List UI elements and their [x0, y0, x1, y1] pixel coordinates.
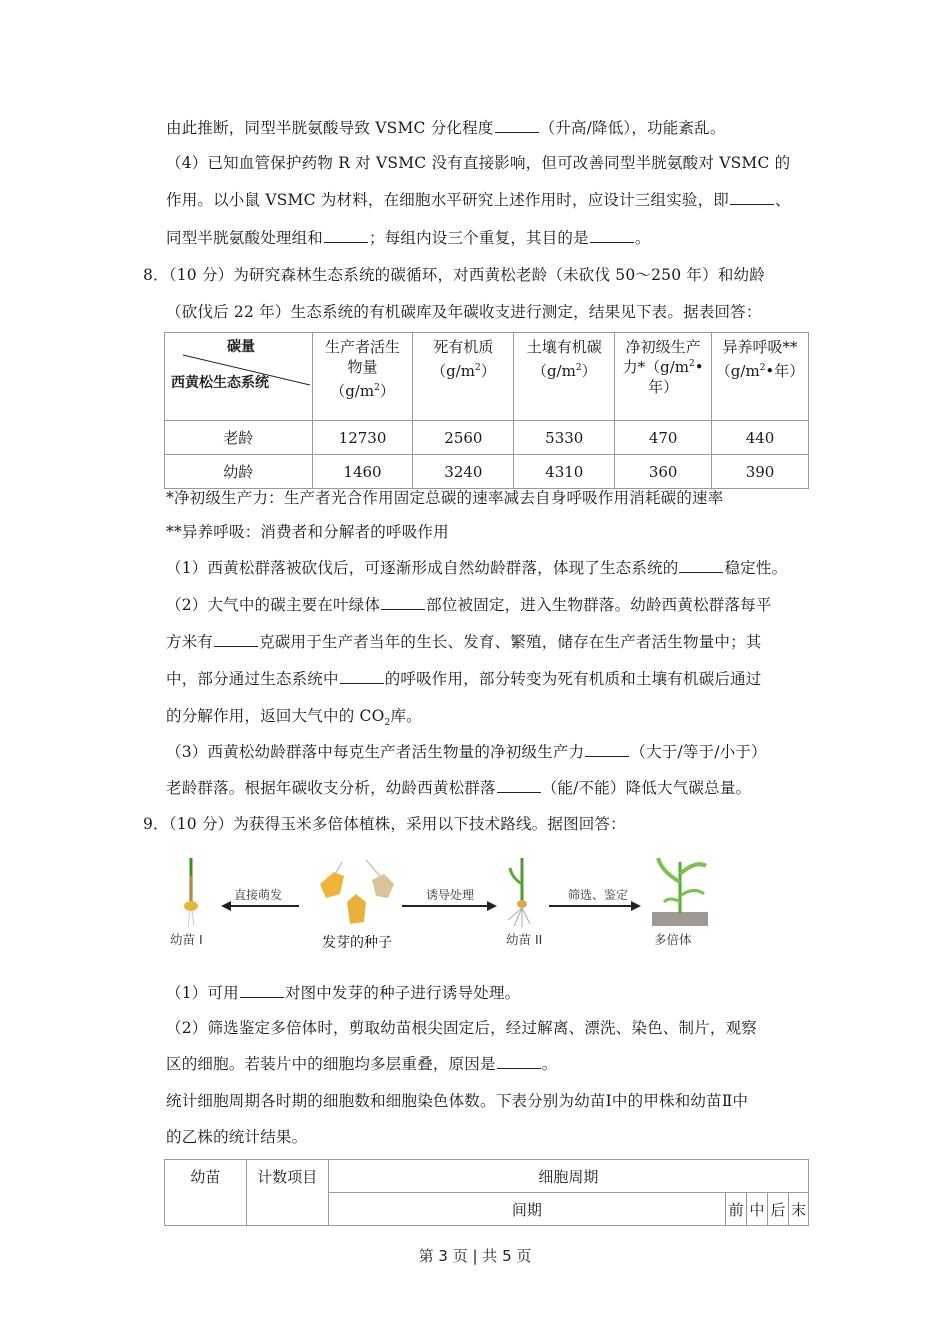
seedling-2-icon: [504, 854, 540, 929]
text: 的呼吸作用，部分转变为死有机质和土壤有机碳后通过: [384, 670, 762, 688]
text: （g/m: [330, 382, 375, 400]
corner-top-label: 碳量: [227, 339, 255, 355]
corner-header-cell: [165, 333, 313, 421]
polyploid-plant-icon: [652, 852, 708, 928]
answer-blank[interactable]: [324, 228, 368, 243]
header-unit: [615, 357, 711, 377]
table-cell: 3240: [413, 455, 514, 489]
text: 区的细胞。若装片中的细胞均多层重叠，原因是: [166, 1055, 496, 1073]
answer-blank[interactable]: [590, 228, 634, 243]
q7-line-4: [166, 228, 651, 248]
header-cell-anaphase: 后: [768, 1193, 789, 1226]
q8-part-2-line-1: [166, 595, 772, 615]
text: （g/m: [715, 362, 760, 380]
text: （能/不能）降低大气碳总量。: [541, 779, 752, 797]
q7-line-3: [166, 190, 791, 210]
q9-part-2-line-1: （2）筛选鉴定多倍体时，剪取幼苗根尖固定后，经过解离、漂洗、染色、制片，观察: [166, 1019, 757, 1037]
q9-part-3-line-2: 的乙株的统计结果。: [166, 1128, 308, 1146]
polyploid-label: 多倍体: [654, 932, 692, 947]
table-cell: 2560: [413, 421, 514, 455]
answer-blank[interactable]: [495, 118, 539, 133]
q7-line-2: （4）已知血管保护药物 R 对 VSMC 没有直接影响，但可改善同型半胱氨酸对 VSMC 的: [166, 154, 791, 172]
table-header-row: [165, 333, 809, 421]
header-cell-seedling: 幼苗: [165, 1160, 247, 1226]
table-cell: 12730: [312, 421, 413, 455]
table-cell: 4310: [514, 455, 615, 489]
header-cell-cell-cycle: 细胞周期: [328, 1160, 808, 1193]
text: 作用。以小鼠 VSMC 为材料，在细胞水平研究上述作用时，应设计三组实验，即: [166, 191, 729, 209]
q8-part-2-line-3: [166, 669, 762, 689]
page-footer: 第 3 页 | 共 5 页: [418, 1247, 532, 1265]
header-cell-metaphase: 中: [747, 1193, 768, 1226]
text: 部位被固定，进入生物群落。幼龄西黄松群落每平: [426, 596, 772, 614]
germinating-seeds-icon: [314, 854, 404, 929]
text: （g/m: [531, 362, 576, 380]
footnote-heterotrophic: **异养呼吸：消费者和分解者的呼吸作用: [166, 523, 449, 541]
text: 中，部分通过生态系统中: [166, 670, 339, 688]
table-cell: 440: [712, 421, 809, 455]
text: （1）可用: [166, 984, 239, 1002]
header-unit: [413, 361, 513, 381]
answer-blank[interactable]: [497, 778, 541, 793]
header-unit: [313, 381, 413, 401]
text: （g/m: [431, 362, 475, 380]
text: （大于/等于/小于）: [630, 743, 767, 761]
text: •: [694, 358, 704, 376]
text: 力*（g/m: [622, 358, 690, 376]
text: 稳定性。: [724, 559, 788, 577]
header-cell-heterotrophic: [712, 333, 809, 421]
header-text: 物量: [347, 358, 378, 376]
table-cell: 5330: [514, 421, 615, 455]
table-cell: 1460: [312, 455, 413, 489]
footnote-npp: *净初级生产力：生产者光合作用固定总碳的速率减去自身呼吸作用消耗碳的速率: [166, 489, 724, 507]
arrow-label-direct: 直接萌发: [234, 888, 283, 902]
header-text: 净初级生产: [625, 338, 701, 356]
header-unit: [514, 361, 614, 381]
header-text: 异养呼吸**: [722, 338, 798, 356]
table-row: [165, 455, 809, 489]
answer-blank[interactable]: [214, 632, 258, 647]
q7-line-1: [166, 118, 726, 138]
polyploid-workflow-figure: [164, 850, 724, 955]
header-cell-dead-organic: [413, 333, 514, 421]
row-label: 幼龄: [165, 455, 313, 489]
q9-part-2-line-2: [166, 1054, 557, 1074]
header-cell-telophase: 末: [788, 1193, 808, 1226]
text: 2: [575, 363, 582, 373]
arrow-left-icon: [221, 900, 301, 912]
answer-blank[interactable]: [679, 558, 723, 573]
row-label: 老龄: [165, 421, 313, 455]
text: 2: [689, 359, 695, 369]
q9-part-3-line-1: 统计细胞周期各时期的细胞数和细胞染色体数。下表分别为幼苗Ⅰ中的甲株和幼苗Ⅱ中: [166, 1092, 749, 1110]
text: （3）西黄松幼龄群落中每克生产者活生物量的净初级生产力: [166, 743, 585, 761]
text: （2）大气中的碳主要在叶绿体: [166, 596, 381, 614]
q8-stem-line-2: （砍伐后 22 年）生态系统的有机碳库及年碳收支进行测定，结果见下表。据表回答：: [166, 303, 762, 321]
arrow-label-induce: 诱导处理: [426, 888, 475, 902]
text: 同型半胱氨酸处理组和: [166, 229, 324, 247]
text: 。: [541, 1055, 558, 1073]
q8-stem-line-1: 8．（10 分）为研究森林生态系统的碳循环，对西黄松老龄（未砍伐 50～250 年）和幼龄: [143, 266, 765, 284]
q9-part-1: [166, 983, 520, 1003]
header-text: 土壤有机碳: [526, 338, 602, 356]
text: ）: [379, 382, 395, 400]
header-cell-npp: [615, 333, 712, 421]
header-cell-count-item: 计数项目: [246, 1160, 328, 1226]
answer-blank[interactable]: [585, 742, 629, 757]
text: 2: [374, 383, 380, 393]
text: 由此推断，同型半胱氨酸导致 VSMC 分化程度: [166, 119, 494, 137]
header-text: 生产者活生: [325, 338, 401, 356]
answer-blank[interactable]: [340, 669, 384, 684]
header-text: 年）: [648, 378, 679, 396]
table-cell: 390: [712, 455, 809, 489]
header-cell-prophase: 前: [726, 1193, 747, 1226]
text: ；每组内设三个重复，其目的是: [369, 229, 589, 247]
text: •年）: [765, 362, 805, 380]
corner-bottom-label: 西黄松生态系统: [171, 375, 269, 391]
seedling-2-label: 幼苗 II: [506, 932, 543, 947]
cell-cycle-table: [164, 1159, 809, 1226]
text: 的分解作用，返回大气中的 CO: [166, 707, 385, 725]
text: （1）西黄松群落被砍伐后，可逐渐形成自然幼龄群落，体现了生态系统的: [166, 559, 679, 577]
text: （升高/降低），功能紊乱。: [539, 119, 726, 137]
header-text: 死有机质: [433, 338, 494, 356]
q8-part-3-line-1: [166, 742, 767, 762]
header-cell-soil-carbon: [514, 333, 615, 421]
arrow-label-screen: 筛选、鉴定: [568, 888, 629, 902]
header-cell-interphase: 间期: [328, 1193, 725, 1226]
answer-blank[interactable]: [240, 983, 284, 998]
text: ）: [581, 362, 597, 380]
arrow-right-icon: [402, 900, 497, 912]
answer-blank[interactable]: [381, 595, 425, 610]
table-cell: 470: [615, 421, 712, 455]
table-header-row: [165, 1160, 809, 1193]
q8-part-3-line-2: [166, 778, 751, 798]
seedling-1-label: 幼苗 I: [170, 932, 203, 947]
text: 2: [474, 363, 481, 373]
q9-stem: 9．（10 分）为获得玉米多倍体植株，采用以下技术路线。据图回答：: [143, 815, 626, 833]
text: 。: [634, 229, 651, 247]
carbon-table: [164, 332, 809, 489]
text: 库。: [390, 707, 422, 725]
header-unit: [712, 361, 808, 381]
text: 2: [384, 718, 391, 729]
seeds-label: 发芽的种子: [322, 935, 392, 951]
text: ）: [480, 362, 496, 380]
q8-part-1: [166, 558, 787, 578]
arrow-right-icon: [549, 900, 641, 912]
seedling-1-icon: [176, 856, 206, 931]
header-cell-biomass: [312, 333, 413, 421]
text: 对图中发芽的种子进行诱导处理。: [284, 984, 521, 1002]
answer-blank[interactable]: [497, 1054, 541, 1069]
answer-blank[interactable]: [730, 190, 774, 205]
table-row: [165, 421, 809, 455]
text: 、: [775, 191, 791, 209]
text: 克碳用于生产者当年的生长、发育、繁殖，储存在生产者活生物量中；其: [259, 633, 762, 651]
q8-part-2-line-4: [166, 706, 422, 729]
text: 2: [759, 363, 766, 373]
text: 老龄群落。根据年碳收支分析，幼龄西黄松群落: [166, 779, 496, 797]
text: 方米有: [166, 633, 214, 651]
q8-part-2-line-2: [166, 632, 762, 652]
table-cell: 360: [615, 455, 712, 489]
